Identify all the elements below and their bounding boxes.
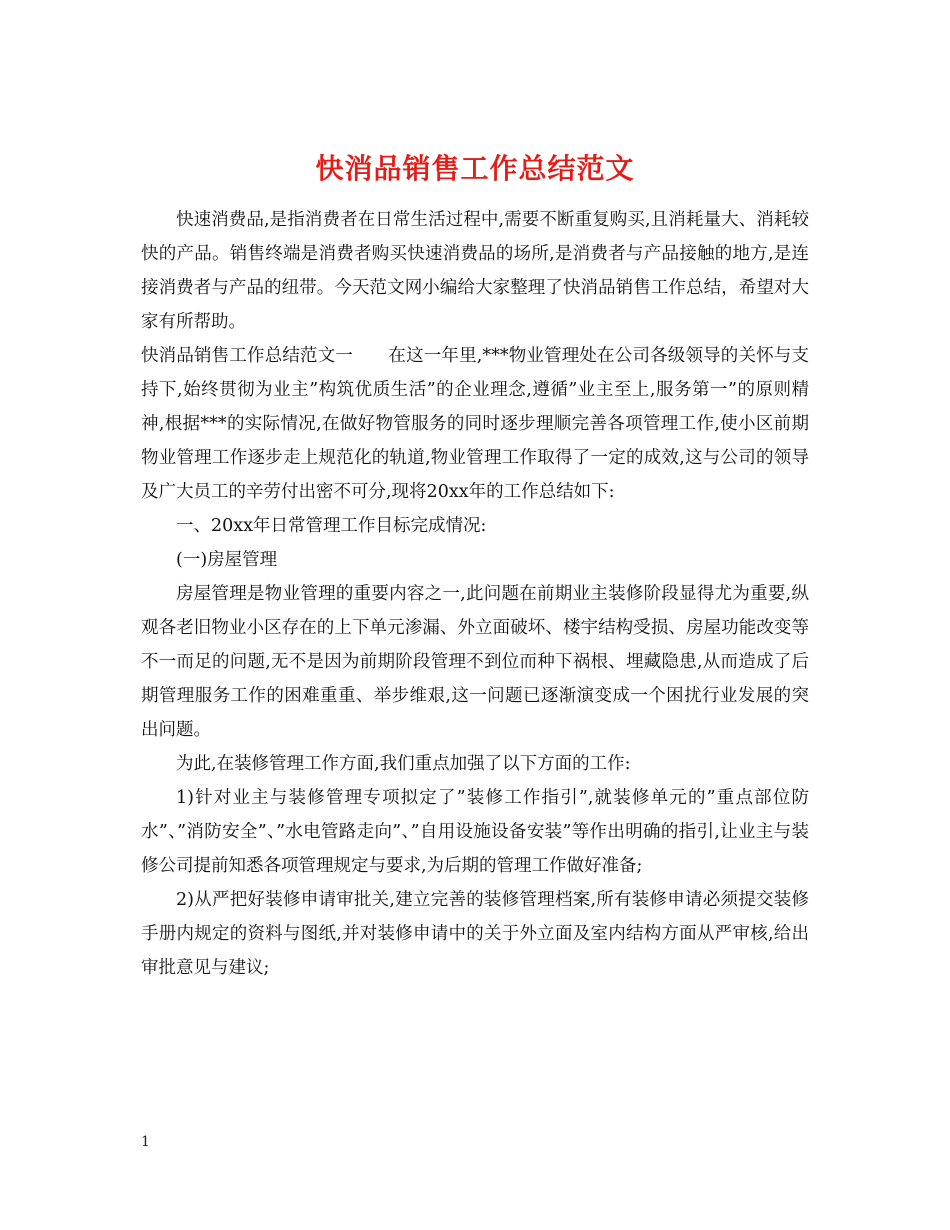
list-item-approval: 2)从严把好装修申请审批关,建立完善的装修管理档案,所有装修申请必须提交装修手册内规定的资料与图纸,并对装修申请中的关于外立面及室内结构方面从严审核,给出审批意见与建议; — [141, 890, 809, 978]
document-title: 快消品销售工作总结范文 — [315, 151, 635, 185]
subsection-heading-housing: (一)房屋管理 — [176, 550, 278, 570]
document-body — [141, 203, 809, 985]
paragraph-housing-management: 房屋管理是物业管理的重要内容之一,此问题在前期业主装修阶段显得尤为重要,纵观各老旧物业小区存在的上下单元渗漏、外立面破坏、楼宇结构受损、房屋功能改变等不一而足的问题,无不是因为前期阶段管理不到位而种下祸根、埋藏隐患,从而造成了后期管理服务工作的困难重重、举步维艰,这一问题已逐渐演变成一个困扰行业发展的突出问题。 — [141, 584, 809, 740]
paragraph-renovation-focus: 为此,在装修管理工作方面,我们重点加强了以下方面的工作: — [176, 754, 631, 774]
list-item-guidelines: 1)针对业主与装修管理专项拟定了”装修工作指引”,就装修单元的”重点部位防水”、”消防安全”、”水电管路走向”、”自用设施设备安装”等作出明确的指引,让业主与装修公司提前知悉各项管理规定与要求,为后期的管理工作做好准备; — [141, 788, 809, 876]
section-heading-targets: 一、20xx年日常管理工作目标完成情况: — [176, 516, 487, 536]
paragraph-sample-one: 快消品销售工作总结范文一 在这一年里,***物业管理处在公司各级领导的关怀与支持下,始终贯彻为业主”构筑优质生活”的企业理念,遵循”业主至上,服务第一”的原则精神,根据***的实际情况,在做好物管服务的同时逐步理顺完善各项管理工作,使小区前期物业管理工作逐步走上规范化的轨道,物业管理工作取得了一定的成效,这与公司的领导及广大员工的辛劳付出密不可分,现将20xx年的工作总结如下: — [141, 346, 809, 502]
paragraph-intro: 快速消费品,是指消费者在日常生活过程中,需要不断重复购买,且消耗量大、消耗较快的产品。销售终端是消费者购买快速消费品的场所,是消费者与产品接触的地方,是连接消费者与产品的纽带。今天范文网小编给大家整理了快消品销售工作总结，希望对大家有所帮助。 — [141, 210, 809, 332]
page-number: 1 — [141, 1134, 150, 1150]
